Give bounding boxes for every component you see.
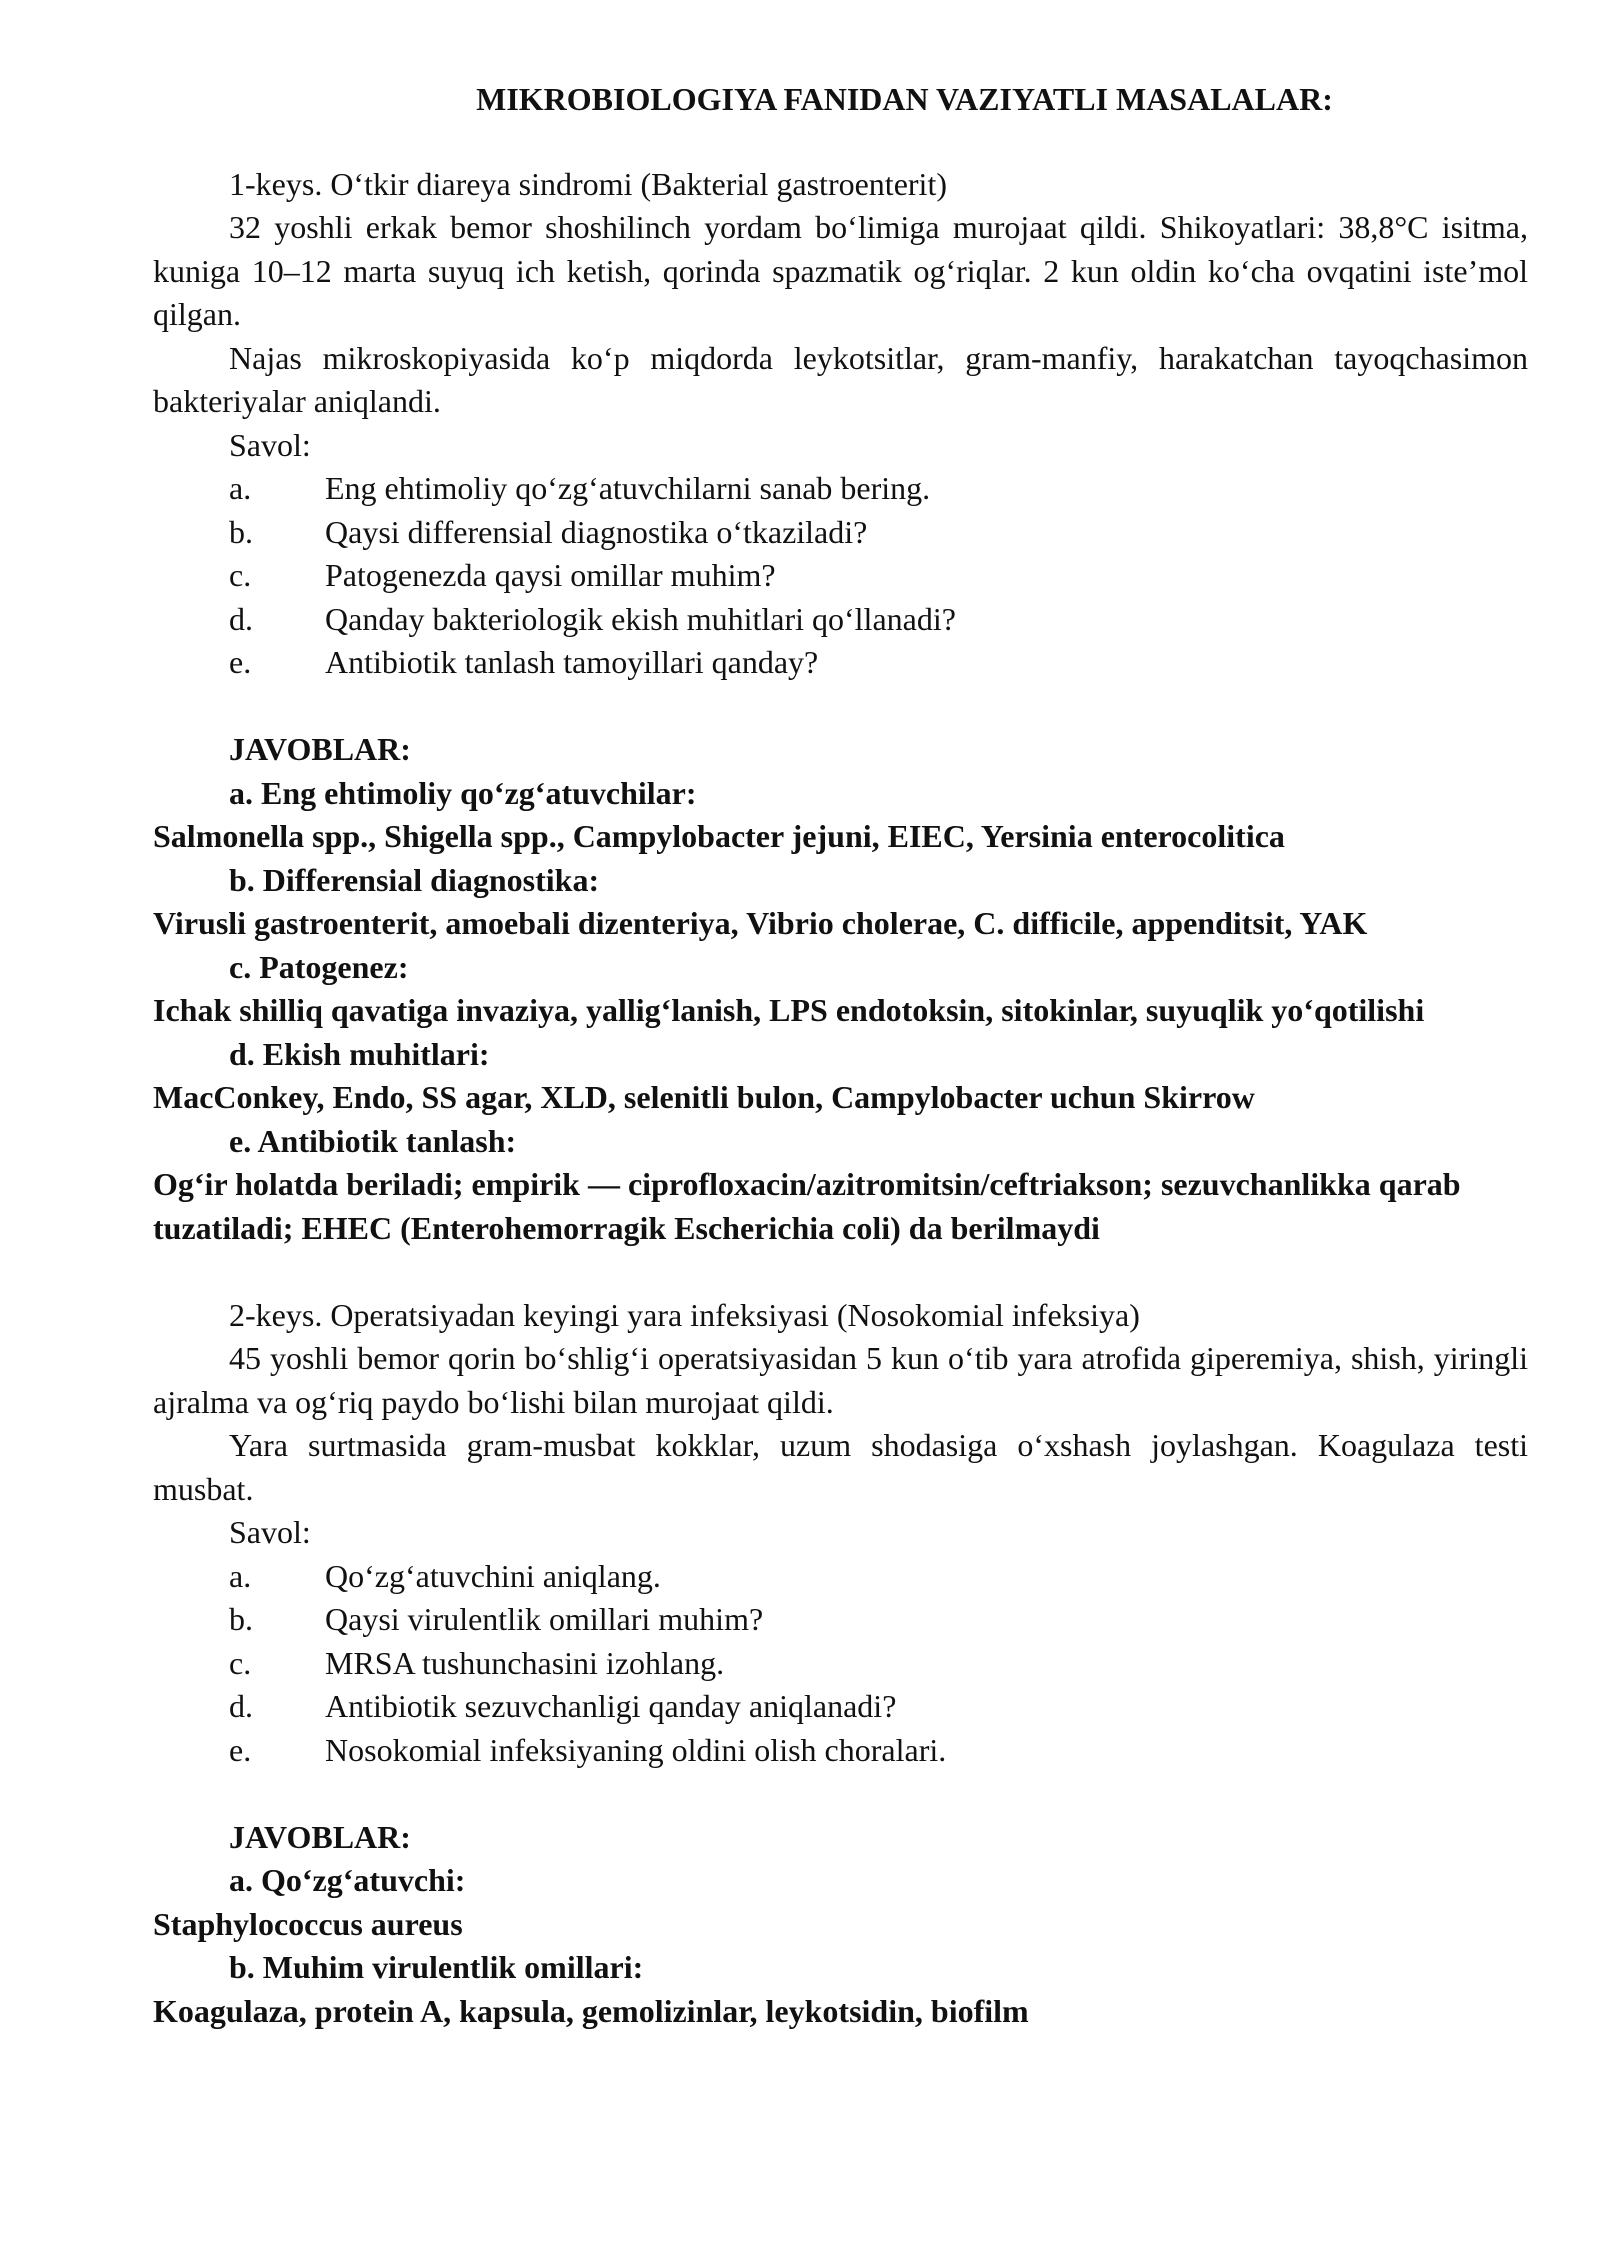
answer-text: Virusli gastroenterit, amoebali dizenteriya, Vibrio cholerae, C. difficile, appenditsit, YAK	[153, 905, 1368, 941]
question-letter: e.	[229, 644, 252, 680]
case-2	[153, 1294, 1528, 2034]
case-paragraph: Najas mikroskopiyasida koʻp miqdorda leykotsitlar, gram-manfiy, harakatchan tayoqchasimon bakteriyalar aniqlandi.	[153, 339, 1528, 419]
answer-heading: d. Ekish muhitlari:	[229, 1035, 490, 1072]
question-letter: d.	[229, 600, 253, 637]
question-text: Antibiotik tanlash tamoyillari qanday?	[325, 644, 819, 680]
question-label: Savol:	[229, 1514, 311, 1550]
question-item	[153, 1642, 1528, 1686]
question-text: Qaysi differensial diagnostika oʻtkaziladi?	[325, 513, 868, 550]
answer-text: Salmonella spp., Shigella spp., Campylobacter jejuni, EIEC, Yersinia enterocolitica	[153, 818, 1285, 854]
answer-heading: c. Patogenez:	[229, 948, 409, 985]
question-letter: b.	[229, 1601, 253, 1637]
question-letter: c.	[229, 557, 252, 593]
answer-text: Staphylococcus aureus	[153, 1905, 463, 1942]
question-item	[153, 1598, 1528, 1642]
case-heading: 1-keys. Oʻtkir diareya sindromi (Bakterial gastroenterit)	[229, 165, 947, 202]
question-letter: a.	[229, 1557, 252, 1594]
answers-label: JAVOBLAR:	[229, 1818, 411, 1855]
spacer	[153, 685, 1528, 729]
question-item	[153, 641, 1528, 685]
answer-heading: b. Differensial diagnostika:	[229, 861, 600, 898]
question-item	[153, 1729, 1528, 1773]
answer-heading: a. Eng ehtimoliy qoʻzgʻatuvchilar:	[229, 774, 697, 811]
case-1	[153, 163, 1528, 1251]
question-label: Savol:	[229, 426, 311, 463]
question-text: Qoʻzgʻatuvchini aniqlang.	[325, 1557, 661, 1594]
answer-heading: a. Qoʻzgʻatuvchi:	[229, 1862, 466, 1898]
case-paragraph: Yara surtmasida gram-musbat kokklar, uzum shodasiga oʻxshash joylashgan. Koagulaza testi musbat.	[153, 1427, 1528, 1507]
question-item	[153, 1555, 1528, 1599]
answers-label: JAVOBLAR:	[229, 731, 411, 767]
case-paragraph: 45 yoshli bemor qorin boʻshligʻi operatsiyasidan 5 kun oʻtib yara atrofida giperemiya, shish, yiringli ajralma va ogʻriq paydo boʻlishi bilan murojaat qildi.	[153, 1340, 1528, 1420]
question-letter: a.	[229, 470, 252, 506]
page-title: MIKROBIOLOGIYA FANIDAN VAZIYATLI MASALALAR:	[476, 81, 1333, 117]
question-text: Patogenezda qaysi omillar muhim?	[325, 557, 776, 593]
spacer	[153, 1250, 1528, 1294]
question-letter: b.	[229, 513, 253, 550]
case-paragraph: 32 yoshli erkak bemor shoshilinch yordam boʻlimiga murojaat qildi. Shikoyatlari: 38,8°C isitma, kuniga 10–12 marta suyuq ich ketish, qorinda spazmatik ogʻriqlar. 2 kun oldin koʻcha ovqatini isteʼmol qilgan.	[153, 209, 1528, 332]
question-letter: d.	[229, 1688, 253, 1724]
answer-heading: e. Antibiotik tanlash:	[229, 1122, 517, 1159]
question-text: Nosokomial infeksiyaning oldini olish choralari.	[325, 1731, 947, 1768]
spacer	[153, 1772, 1528, 1816]
question-text: Qaysi virulentlik omillari muhim?	[325, 1601, 764, 1637]
case-heading: 2-keys. Operatsiyadan keyingi yara infeksiyasi (Nosokomial infeksiya)	[229, 1296, 1140, 1333]
answer-text: Koagulaza, protein A, kapsula, gemolizinlar, leykotsidin, biofilm	[153, 1992, 1029, 2029]
question-item	[153, 598, 1528, 642]
question-text: Antibiotik sezuvchanligi qanday aniqlanadi?	[325, 1688, 897, 1724]
question-item	[153, 467, 1528, 511]
question-text: Qanday bakteriologik ekish muhitlari qoʻllanadi?	[325, 600, 956, 637]
answer-text: Ogʻir holatda beriladi; empirik — ciprofloxacin/azitromitsin/ceftriakson; sezuvchanlikka qarab tuzatiladi; EHEC (Enterohemorragik Escherichia coli) da berilmaydi	[153, 1166, 1461, 1246]
answer-text: Ichak shilliq qavatiga invaziya, yalligʻlanish, LPS endotoksin, sitokinlar, suyuqlik yoʻqotilishi	[153, 992, 1425, 1028]
question-letter: c.	[229, 1644, 252, 1681]
question-item	[153, 554, 1528, 598]
answer-text: MacConkey, Endo, SS agar, XLD, selenitli bulon, Campylobacter uchun Skirrow	[153, 1079, 1255, 1115]
question-text: MRSA tushunchasini izohlang.	[325, 1644, 725, 1681]
question-item	[153, 511, 1528, 555]
question-item	[153, 1685, 1528, 1729]
answer-heading: b. Muhim virulentlik omillari:	[229, 1949, 644, 1985]
question-letter: e.	[229, 1731, 252, 1768]
question-text: Eng ehtimoliy qoʻzgʻatuvchilarni sanab bering.	[325, 470, 931, 506]
